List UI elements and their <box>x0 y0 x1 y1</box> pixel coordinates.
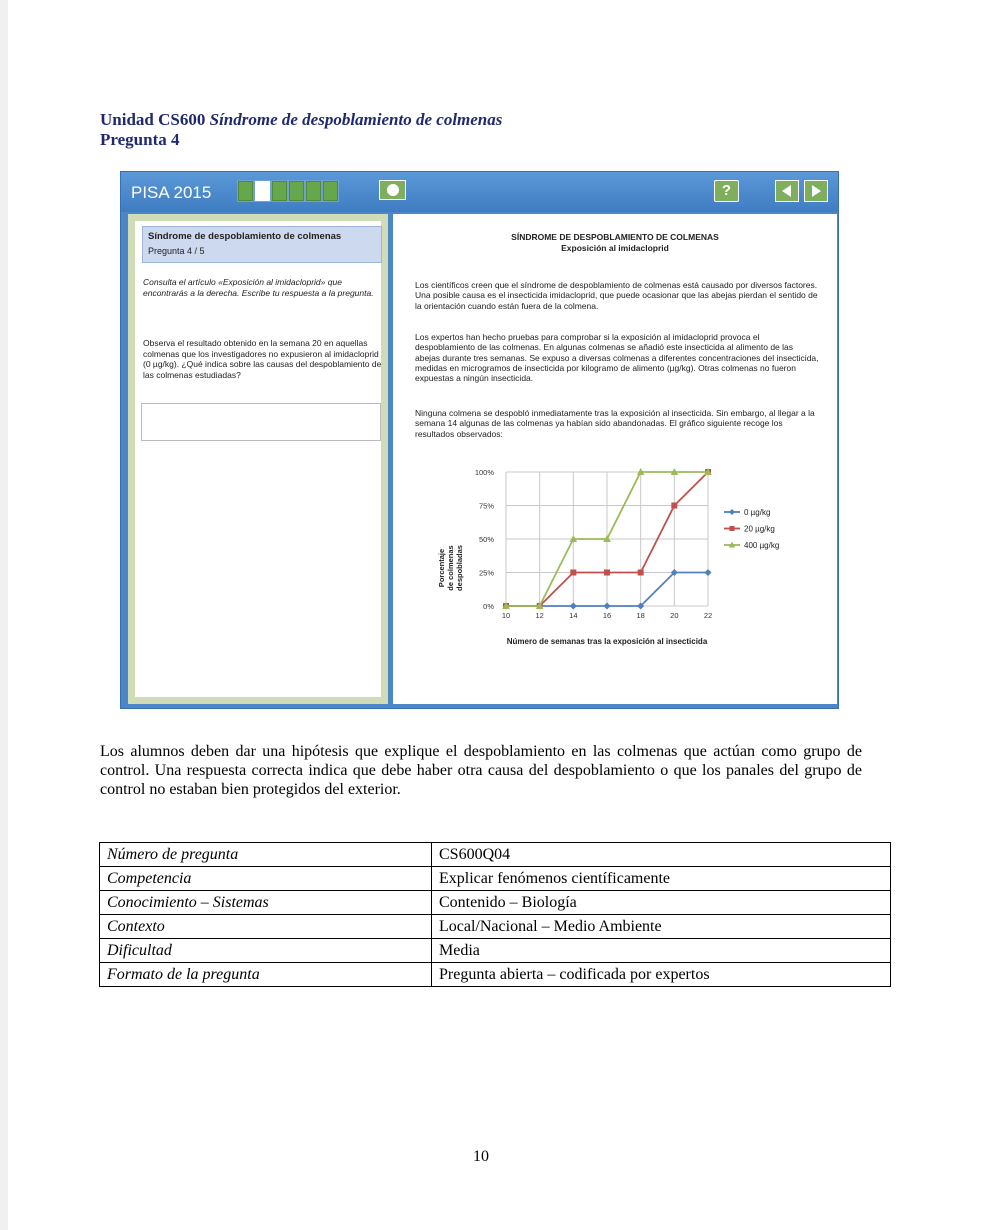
table-label-cell: Formato de la pregunta <box>100 963 432 987</box>
stimulus-paragraph-3: Ninguna colmena se despobló inmediatamente tras la exposición al insecticida. Sin embargo, al llegar a la semana 14 algunas de las colmenas ya habían sido abandonadas. El gráfico siguiente recoge los resultados observados: <box>415 408 815 439</box>
table-label-cell: Dificultad <box>100 939 432 963</box>
y-tick-label: 100% <box>474 468 494 477</box>
stimulus-pane <box>393 214 837 704</box>
page-edge <box>0 0 8 1230</box>
y-tick-label: 75% <box>478 501 494 511</box>
legend-label: 20 µg/kg <box>744 524 775 534</box>
table-label-cell: Competencia <box>100 867 432 891</box>
stimulus-title-block <box>393 232 837 254</box>
legend-marker <box>729 509 735 515</box>
question-header <box>142 226 382 263</box>
document-title <box>100 110 502 150</box>
prev-arrow-icon[interactable] <box>775 180 799 202</box>
timer-button[interactable] <box>379 180 406 200</box>
progress-square <box>323 181 338 201</box>
table-value-cell: Contenido – Biología <box>432 891 891 915</box>
progress-square <box>272 181 287 201</box>
x-tick-label: 10 <box>501 611 511 620</box>
table-value-cell: Explicar fenómenos científicamente <box>432 867 891 891</box>
pisa-header <box>121 172 838 212</box>
question-header-number: Pregunta 4 / 5 <box>148 246 205 256</box>
clock-icon <box>387 184 399 196</box>
data-point <box>570 603 577 610</box>
unit-code: Unidad CS600 <box>100 110 206 129</box>
table-row <box>100 939 891 963</box>
progress-square <box>238 181 253 201</box>
table-row <box>100 867 891 891</box>
y-tick-label: 25% <box>478 568 494 578</box>
legend-marker <box>730 526 735 531</box>
table-value-cell: Pregunta abierta – codificada por expertos <box>432 963 891 987</box>
question-pane-inner <box>135 221 381 697</box>
y-axis-label: de colmenas <box>446 545 455 591</box>
table-row <box>100 915 891 939</box>
progress-square <box>306 181 321 201</box>
body-paragraph: Los alumnos deben dar una hipótesis que explique el despoblamiento en las colmenas que actúan como grupo de control. Una respuesta correcta indica que debe haber otra causa del despoblamiento o que los panales del grupo de control no estaban bien protegidos del exterior. <box>100 743 862 798</box>
x-axis-label: Número de semanas tras la exposición al insecticida <box>506 637 708 646</box>
instruction-text: Consulta el artículo «Exposición al imidacloprid» que encontrarás a la derecha. Escribe tu respuesta a la pregunta. <box>143 277 374 298</box>
y-axis-label: despobladas <box>455 545 464 591</box>
x-tick-label: 12 <box>535 611 544 620</box>
progress-bar <box>237 180 339 202</box>
table-value-cell: CS600Q04 <box>432 843 891 867</box>
x-tick-label: 14 <box>569 611 578 620</box>
stimulus-subtitle: Exposición al imidacloprid <box>561 243 669 253</box>
colony-loss-chart <box>393 454 837 654</box>
progress-square <box>289 181 304 201</box>
pisa-logo: PISA 2015 <box>131 183 212 202</box>
y-tick-label: 0% <box>483 602 494 611</box>
info-table <box>99 842 891 987</box>
answer-textarea[interactable] <box>141 403 381 441</box>
x-tick-label: 22 <box>703 611 713 620</box>
data-point <box>705 569 712 576</box>
question-label: Pregunta 4 <box>100 130 180 149</box>
question-text: Observa el resultado obtenido en la semana 20 en aquellas colmenas que los investigadores no expusieron al imidacloprid (0 µg/kg). ¿Qué indica sobre las causas del despoblamiento de las colmenas estudiadas? <box>143 338 382 380</box>
table-row <box>100 963 891 987</box>
stimulus-title: SÍNDROME DE DESPOBLAMIENTO DE COLMENAS <box>511 232 719 242</box>
data-point <box>638 570 644 576</box>
stimulus-paragraph-1: Los científicos creen que el síndrome de despoblamiento de colmenas está causado por diversos factores. Una posible causa es el insecticida imidacloprid, que puede ocasionar que las abejas pierdan el sentido de la orientación cuando están fuera de la colmena. <box>415 280 818 311</box>
y-tick-label: 50% <box>478 535 494 544</box>
data-point <box>604 603 611 610</box>
stimulus-paragraph-2: Los expertos han hecho pruebas para comprobar si la exposición al imidacloprid provoca el despoblamiento de las colmenas. En algunas colmenas se añadió este insecticida al alimento de las abejas durante tres semanas. Se expuso a diversas colmenas a diferentes concentraciones del insecticida, medidas en microgramos de insecticida por kilogramo de alimento (µg/kg). Otras colmenas no fueron expuestas a ningún insecticida. <box>415 332 819 384</box>
question-header-title: Síndrome de despoblamiento de colmenas <box>148 231 342 242</box>
question-pane <box>128 214 388 704</box>
data-point <box>604 570 610 576</box>
legend-label: 400 µg/kg <box>744 541 780 550</box>
legend-label: 0 µg/kg <box>744 508 771 517</box>
data-point <box>570 570 576 576</box>
x-tick-label: 16 <box>602 611 612 620</box>
help-button[interactable]: ? <box>714 180 739 202</box>
data-point <box>671 503 677 509</box>
table-row <box>100 843 891 867</box>
page-number: 10 <box>473 1148 489 1165</box>
table-value-cell: Local/Nacional – Medio Ambiente <box>432 915 891 939</box>
x-tick-label: 20 <box>670 611 679 620</box>
unit-title: Síndrome de despoblamiento de colmenas <box>209 110 503 129</box>
table-row <box>100 891 891 915</box>
table-value-cell: Media <box>432 939 891 963</box>
progress-square <box>255 181 270 201</box>
table-label-cell: Contexto <box>100 915 432 939</box>
table-label-cell: Conocimiento – Sistemas <box>100 891 432 915</box>
x-tick-label: 18 <box>636 611 645 620</box>
next-arrow-icon[interactable] <box>804 180 828 202</box>
table-label-cell: Número de pregunta <box>100 843 432 867</box>
y-axis-label: Porcentaje <box>437 548 446 588</box>
pisa-screenshot <box>120 171 839 709</box>
